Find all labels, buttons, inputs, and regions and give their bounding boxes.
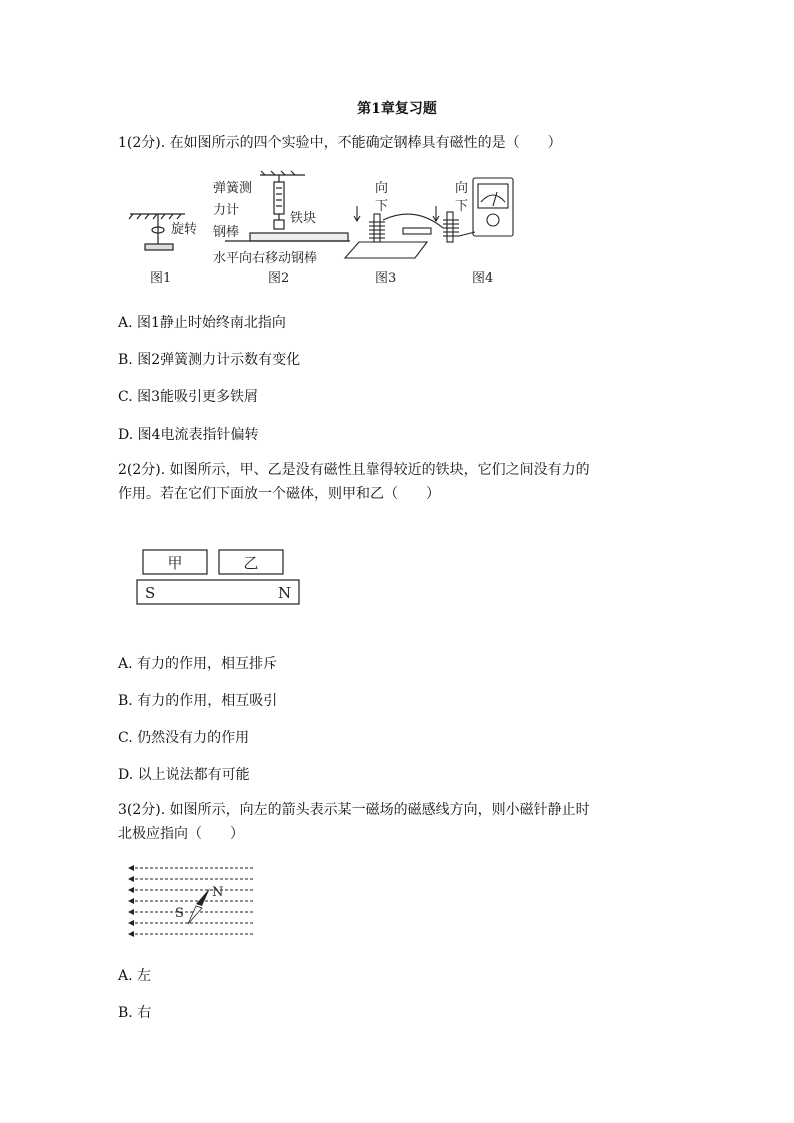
caption-figure-4: 图4 xyxy=(472,271,494,286)
label-move-rod: 水平向右移动钢棒 xyxy=(213,251,318,266)
question-3-stem-line-2: 北极应指向（ ） xyxy=(118,826,244,842)
label-iron-block: 铁块 xyxy=(290,211,317,226)
label-downward-4b: 下 xyxy=(455,199,469,214)
question-3-option-b: B. 右 xyxy=(118,1005,152,1021)
figure-4-coil-galvanometer xyxy=(433,178,513,242)
question-3-option-a: A. 左 xyxy=(118,968,152,984)
magnet-pole-n: N xyxy=(278,584,292,602)
magnetic-field-lines xyxy=(130,868,254,934)
caption-figure-3: 图3 xyxy=(375,271,397,286)
label-rotate: 旋转 xyxy=(171,222,198,237)
compass-needle xyxy=(188,888,210,924)
question-2-option-c: C. 仍然没有力的作用 xyxy=(118,730,250,746)
question-2-option-a: A. 有力的作用，相互排斥 xyxy=(118,656,278,672)
question-1-option-a: A. 图1静止时始终南北指向 xyxy=(118,315,286,331)
question-1-option-d: D. 图4电流表指针偏转 xyxy=(118,427,259,443)
field-arrowheads xyxy=(128,865,134,937)
question-2-option-b: B. 有力的作用，相互吸引 xyxy=(118,693,278,709)
question-1-figure xyxy=(125,170,515,290)
needle-pole-s: S xyxy=(175,906,184,921)
question-1-option-b: B. 图2弹簧测力计示数有变化 xyxy=(118,352,301,368)
question-2-option-d: D. 以上说法都有可能 xyxy=(118,767,250,783)
needle-pole-n: N xyxy=(212,885,224,900)
label-spring-scale-2: 力计 xyxy=(213,203,240,218)
question-1-option-c: C. 图3能吸引更多铁屑 xyxy=(118,389,259,405)
question-2-figure xyxy=(135,546,305,610)
label-steel-rod: 钢棒 xyxy=(213,225,240,240)
question-3-figure xyxy=(124,862,260,942)
label-spring-scale: 弹簧测 xyxy=(213,181,253,196)
question-1-stem: 1(2分). 在如图所示的四个实验中，不能确定钢棒具有磁性的是（ ） xyxy=(118,135,562,151)
block-label-jia: 甲 xyxy=(167,554,183,572)
block-label-yi: 乙 xyxy=(243,554,259,572)
question-2-stem-line-2: 作用。若在它们下面放一个磁体，则甲和乙（ ） xyxy=(118,486,440,502)
page-title: 第1章复习题 xyxy=(357,101,437,117)
label-downward-3b: 下 xyxy=(375,199,389,214)
caption-figure-2: 图2 xyxy=(268,271,290,286)
magnet-pole-s: S xyxy=(145,584,156,602)
label-downward-4a: 向 xyxy=(455,181,469,196)
caption-figure-1: 图1 xyxy=(150,271,172,286)
label-downward-3a: 向 xyxy=(375,181,389,196)
question-2-stem-line-1: 2(2分). 如图所示，甲、乙是没有磁性且靠得较近的铁块，它们之间没有力的 xyxy=(118,462,590,478)
figure-3-coil-filings xyxy=(345,206,443,258)
question-3-stem-line-1: 3(2分). 如图所示，向左的箭头表示某一磁场的磁感线方向，则小磁针静止时 xyxy=(118,802,590,818)
bar-magnet xyxy=(137,580,299,604)
